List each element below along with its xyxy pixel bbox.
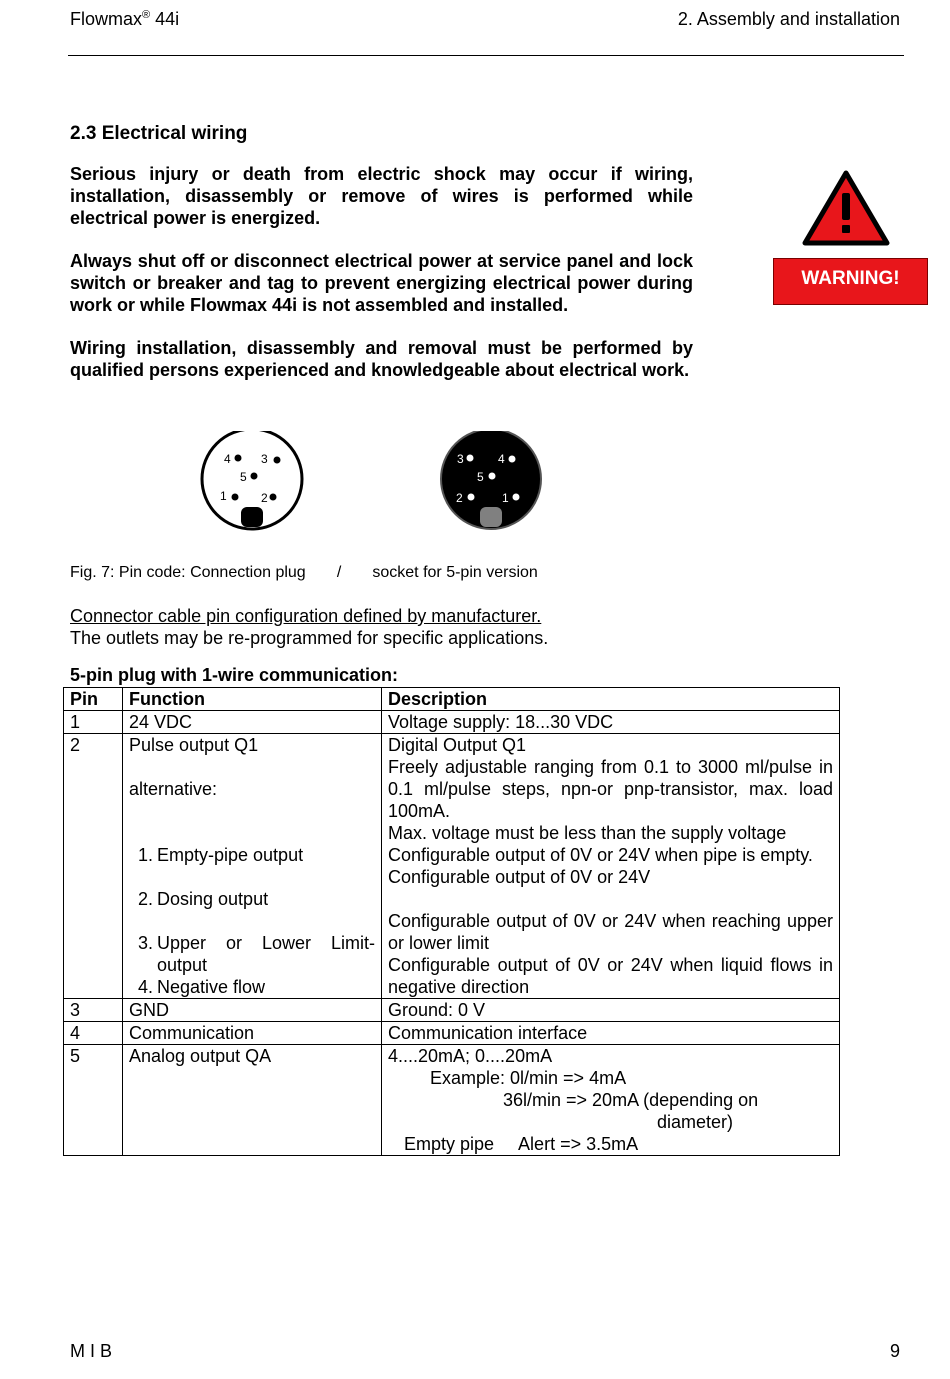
table-header-row — [64, 688, 840, 711]
section-title: 2.3 Electrical wiring — [70, 123, 248, 144]
plug-pin-label: 4 — [224, 452, 231, 466]
header-product — [70, 9, 179, 30]
desc-max-voltage: Max. voltage must be less than the supply voltage — [388, 823, 787, 843]
alternative-options — [129, 844, 375, 998]
pin-cell: 3 — [64, 999, 123, 1022]
desc-dosing: Configurable output of 0V or 24V — [388, 867, 651, 887]
warning-triangle-icon — [801, 169, 891, 247]
function-cell: 24 VDC — [123, 711, 382, 734]
table-row — [64, 734, 840, 999]
analog-example-2: 36l/min => 20mA (depending on — [503, 1090, 759, 1110]
plug-pin-label: 5 — [240, 470, 247, 484]
table-row — [64, 711, 840, 734]
analog-alert: Empty pipe Alert => 3.5mA — [404, 1134, 639, 1154]
alternative-label: alternative: — [129, 779, 218, 799]
header-description: Description — [382, 688, 840, 711]
product-name: Flowmax — [70, 9, 143, 29]
list-item: 3. Upper or Lower Limit-output — [137, 933, 375, 975]
plug-pin-label: 2 — [261, 491, 268, 505]
desc-title: Digital Output Q1 — [388, 735, 527, 755]
plug-pin-diagram — [198, 431, 308, 531]
function-cell: Communication — [123, 1022, 382, 1045]
socket-pin-label: 5 — [477, 470, 484, 484]
pin-cell: 2 — [64, 734, 123, 999]
function-cell: GND — [123, 999, 382, 1022]
analog-range: 4....20mA; 0....20mA — [388, 1046, 553, 1066]
footer-left: M I B — [70, 1341, 113, 1361]
page-number: 9 — [889, 1341, 900, 1361]
socket-pin-label: 2 — [456, 491, 463, 505]
warning-paragraph-1: Serious injury or death from electric shock may occur if wiring, installation, disassembly or remove of wires is performed while electrical power is energized. — [70, 164, 693, 228]
plug-pin-label: 1 — [220, 489, 227, 503]
desc-limit: Configurable output of 0V or 24V when reaching upper or lower limit — [388, 911, 833, 953]
product-model: 44i — [150, 9, 180, 29]
pulse-output-label: Pulse output Q1 — [129, 735, 259, 755]
description-cell: Ground: 0 V — [382, 999, 840, 1022]
figure-caption: Fig. 7: Pin code: Connection plug / socket for 5-pin version — [70, 564, 538, 581]
pin-cell: 5 — [64, 1045, 123, 1156]
table-title: 5-pin plug with 1-wire communication: — [70, 665, 399, 685]
header-chapter: 2. Assembly and installation — [677, 9, 900, 29]
reprogram-note: The outlets may be re-programmed for specific applications. — [70, 628, 549, 648]
pin-table — [63, 687, 840, 1156]
list-item: 4. Negative flow — [137, 977, 266, 997]
header-pin: Pin — [64, 688, 123, 711]
registered-mark: ® — [142, 9, 151, 21]
description-cell: Communication interface — [382, 1022, 840, 1045]
table-row — [64, 999, 840, 1022]
config-note: Connector cable pin configuration defined by manufacturer. — [70, 606, 542, 626]
socket-pin-label: 1 — [502, 491, 509, 505]
desc-negative-flow: Configurable output of 0V or 24V when liquid flows in negative direction — [388, 955, 833, 997]
pin-cell: 1 — [64, 711, 123, 734]
function-cell — [123, 734, 382, 999]
pin-cell: 4 — [64, 1022, 123, 1045]
list-item: 1. Empty-pipe output — [137, 845, 304, 865]
desc-pulse: Freely adjustable ranging from 0.1 to 3000 ml/pulse in 0.1 ml/pulse steps, npn-or pnp-transistor, max. load 100mA. — [388, 757, 833, 821]
socket-pin-label: 4 — [498, 452, 505, 466]
header-divider — [68, 55, 904, 56]
warning-paragraph-3: Wiring installation, disassembly and removal must be performed by qualified persons experienced and knowledgeable about electrical work. — [70, 338, 693, 380]
description-cell: Voltage supply: 18...30 VDC — [382, 711, 840, 734]
socket-pin-label: 3 — [457, 452, 464, 466]
header-function: Function — [123, 688, 382, 711]
description-cell — [382, 1045, 840, 1156]
table-row — [64, 1045, 840, 1156]
analog-example-3: diameter) — [657, 1112, 734, 1132]
function-cell: Analog output QA — [123, 1045, 382, 1156]
warning-paragraph-2: Always shut off or disconnect electrical power at service panel and lock switch or breaker and tag to prevent energizing electrical power during work or while Flowmax 44i is not assembled and installed. — [70, 251, 693, 315]
list-item: 2. Dosing output — [137, 889, 269, 909]
analog-example-1: Example: 0l/min => 4mA — [430, 1068, 627, 1088]
desc-empty-pipe: Configurable output of 0V or 24V when pipe is empty. — [388, 845, 813, 865]
plug-pin-label: 3 — [261, 452, 268, 466]
description-cell — [382, 734, 840, 999]
socket-pin-diagram — [436, 431, 546, 531]
table-row — [64, 1022, 840, 1045]
warning-label: WARNING! — [773, 258, 928, 305]
